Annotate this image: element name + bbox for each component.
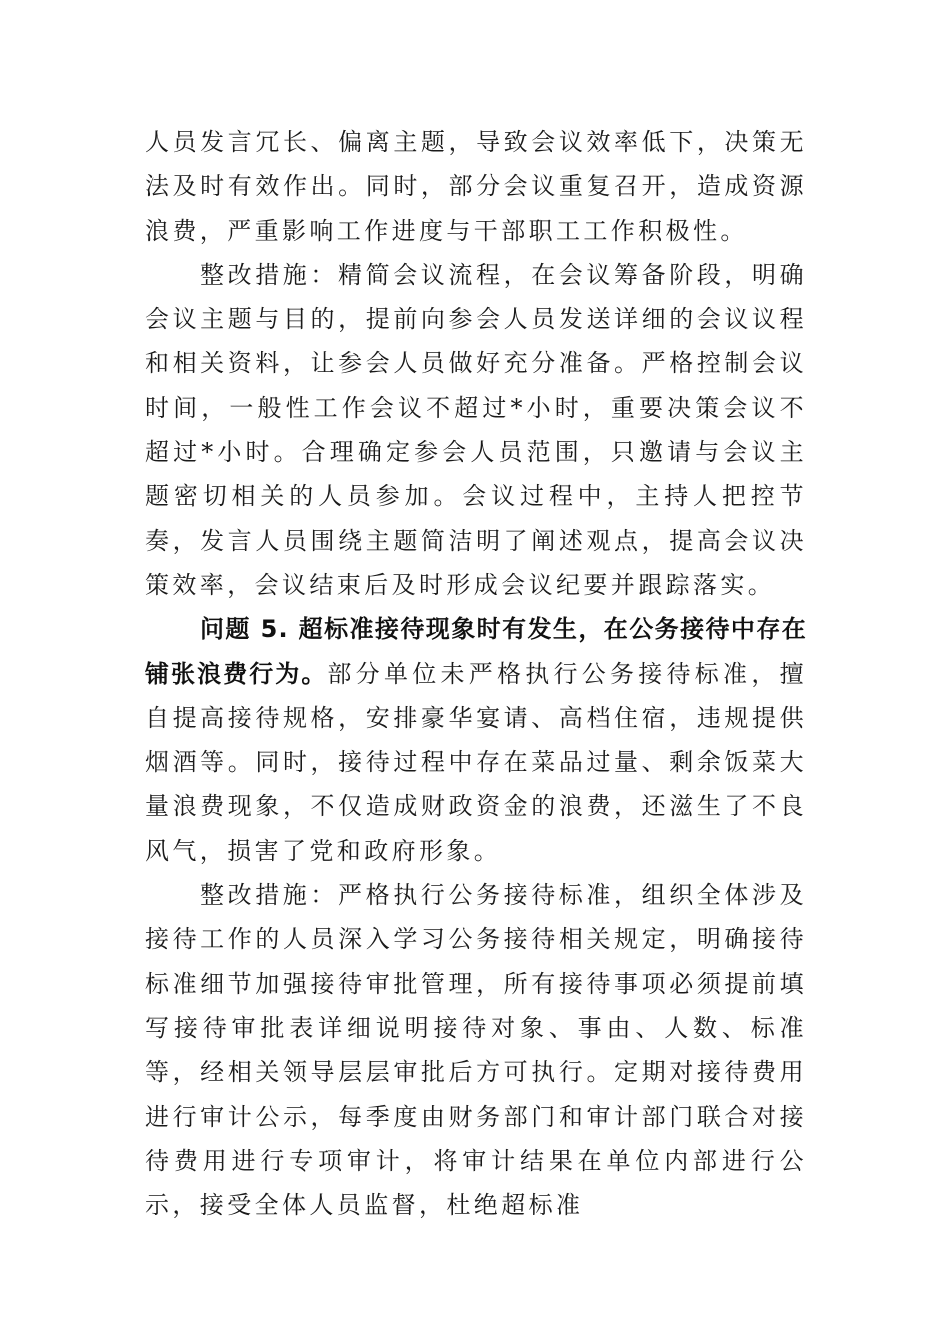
paragraph-rectification-meetings: 整改措施：精简会议流程，在会议筹备阶段，明确会议主题与目的，提前向参会人员发送详细的会议议程和相关资料，让参会人员做好充分准备。严格控制会议时间，一般性工作会议不超过*小时，重要决策会议不超过*小时。合理确定参会人员范围，只邀请与会议主题密切相关的人员参加。会议过程中，主持人把控节奏，发言人员围绕主题简洁明了阐述观点，提高会议决策效率，会议结束后及时形成会议纪要并跟踪落实。 [145,260,807,599]
issue-5-heading: 问题 5. 超标准接待现象时有发生，在公务接待中存在铺张浪费行为。 [145,615,807,688]
paragraph-issue-5 [145,607,807,873]
document-body [145,120,807,1227]
paragraph-rectification-reception: 整改措施：严格执行公务接待标准，组织全体涉及接待工作的人员深入学习公务接待相关规定，明确接待标准细节加强接待审批管理，所有接待事项必须提前填写接待审批表详细说明接待对象、事由、人数、标准等，经相关领导层层审批后方可执行。定期对接待费用进行审计公示，每季度由财务部门和审计部门联合对接待费用进行专项审计，将审计结果在单位内部进行公示，接受全体人员监督，杜绝超标准 [145,881,807,1220]
paragraph-continuation: 人员发言冗长、偏离主题，导致会议效率低下，决策无法及时有效作出。同时，部分会议重复召开，造成资源浪费，严重影响工作进度与干部职工工作积极性。 [145,128,807,245]
issue-5-description: 部分单位未严格执行公务接待标准，擅自提高接待规格，安排豪华宴请、高档住宿，违规提供烟酒等。同时，接待过程中存在菜品过量、剩余饭菜大量浪费现象，不仅造成财政资金的浪费，还滋生了不良风气，损害了党和政府形象。 [145,659,807,865]
